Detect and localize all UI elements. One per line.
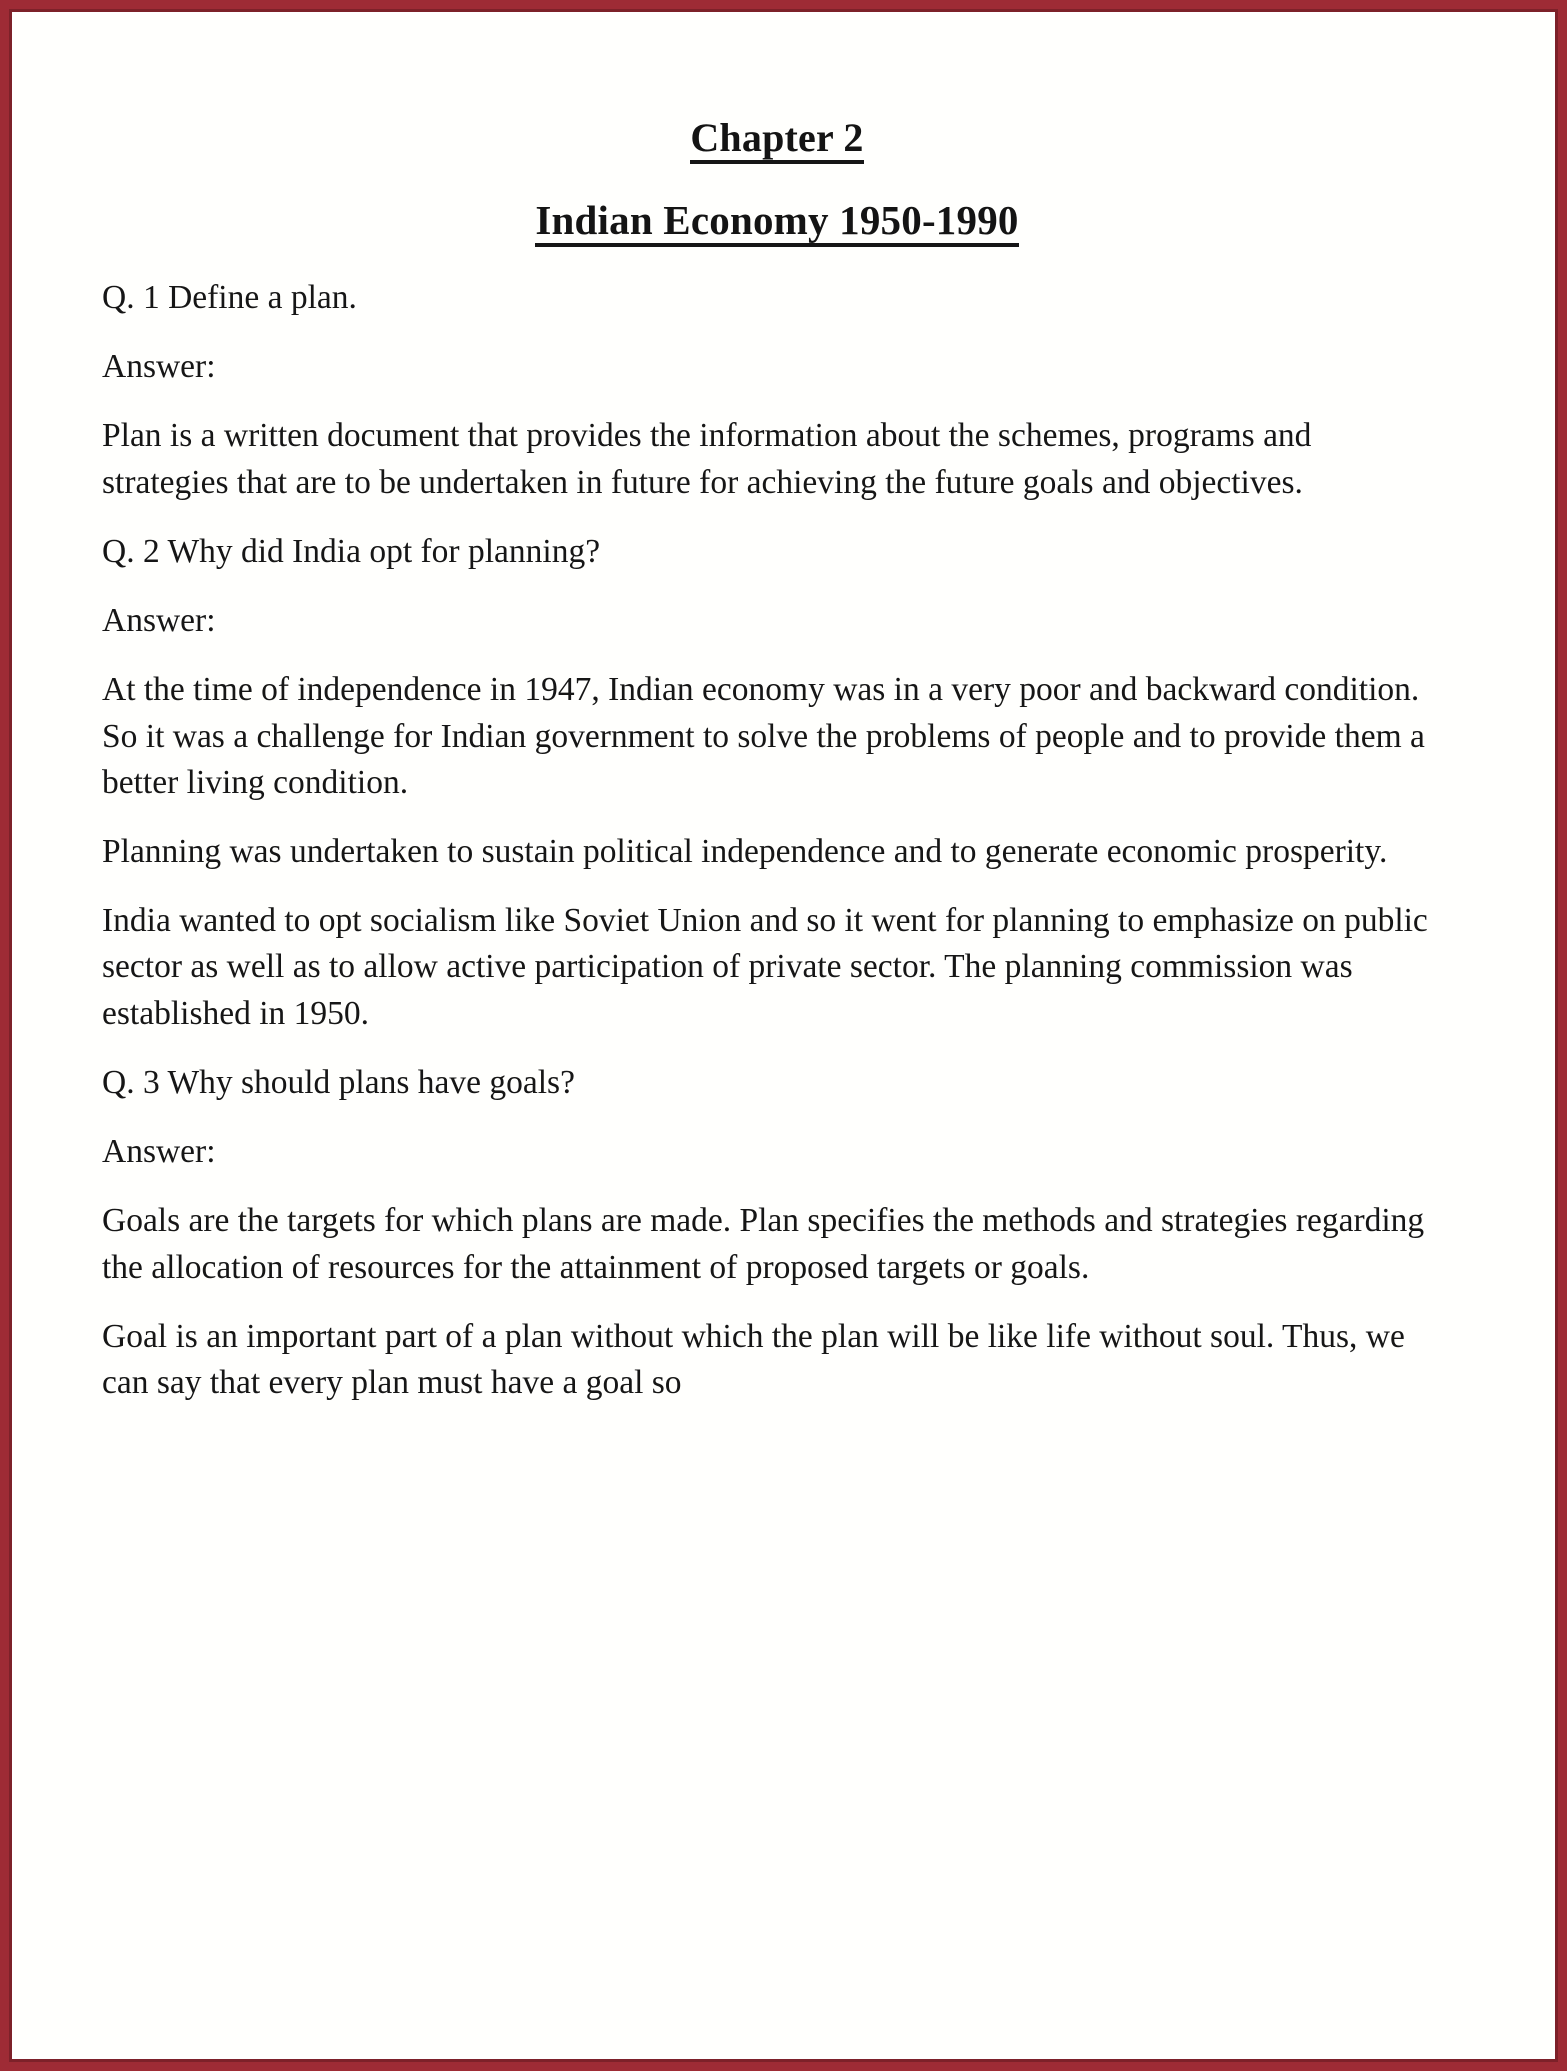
question-q2: Q. 2 Why did India opt for planning? <box>102 532 601 570</box>
answer-paragraph-q1-1: Plan is a written document that provides the information about the schemes, programs and strategies that are to be undertaken in future for achieving the future goals and objectives. <box>102 417 1312 501</box>
answer-paragraph-q2-1: At the time of independence in 1947, Indian economy was in a very poor and backward condition. So it was a challenge for Indian government to solve the problems of people and to provide them a better living condition. <box>102 671 1425 801</box>
answer-label-q3: Answer: <box>102 1133 216 1171</box>
answer-label-q2: Answer: <box>102 602 216 640</box>
page-subtitle <box>102 164 1452 247</box>
document-content <box>102 14 1452 2057</box>
document-body <box>102 247 1452 1406</box>
page-title <box>102 14 1452 164</box>
page-sheet <box>14 14 1553 2057</box>
answer-label-q1: Answer: <box>102 348 216 386</box>
question-q1: Q. 1 Define a plan. <box>102 279 357 316</box>
answer-paragraph-q3-1: Goals are the targets for which plans are made. Plan specifies the methods and strategies regarding the allocation of resources for the attainment of proposed targets or goals. <box>102 1202 1425 1286</box>
question-q3: Q. 3 Why should plans have goals? <box>102 1063 575 1101</box>
page-title-text: Chapter 2 <box>690 118 863 164</box>
page-subtitle-text: Indian Economy 1950-1990 <box>535 200 1018 247</box>
page-border-frame <box>9 9 1558 2062</box>
answer-paragraph-q2-2: Planning was undertaken to sustain political independence and to generate economic prosperity. <box>102 832 1388 870</box>
answer-paragraph-q2-3: India wanted to opt socialism like Soviet Union and so it went for planning to emphasize on public sector as well as to allow active participation of private sector. The planning commission was established in 1950. <box>102 902 1428 1032</box>
answer-paragraph-q3-2: Goal is an important part of a plan without which the plan will be like life without soul. Thus, we can say that every plan must have a goal so <box>102 1317 1405 1401</box>
